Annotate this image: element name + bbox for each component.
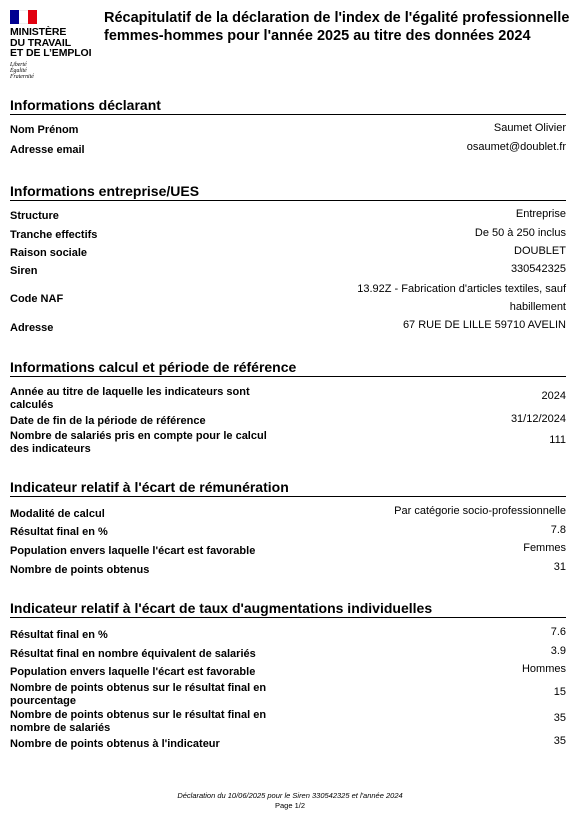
field-value: 13.92Z - Fabrication d'articles textiles, sauf habillement <box>357 283 566 313</box>
field-value: osaumet@doublet.fr <box>466 141 566 153</box>
field-label: Nombre de points obtenus à l'indicateur <box>10 738 220 750</box>
field-value: 67 RUE DE LILLE 59710 AVELIN <box>402 319 566 331</box>
section-heading: Indicateur relatif à l'écart de taux d'augmentations individuelles <box>10 600 566 618</box>
field-label: Code NAF <box>10 293 64 305</box>
field-label: Structure <box>10 210 59 222</box>
motto-line: Fraternité <box>10 73 34 80</box>
field-label: Nombre de points obtenus sur le résultat final en nombre de salariés <box>10 709 267 734</box>
field-value: 35 <box>553 712 566 724</box>
field-value: Femmes <box>523 542 566 554</box>
field-label: Population envers laquelle l'écart est favorable <box>10 666 256 678</box>
section-remuneration <box>10 479 566 576</box>
field-label: Nombre de salariés pris en compte pour le calcul des indicateurs <box>10 430 267 455</box>
field-label: Modalité de calcul <box>10 508 105 520</box>
field-label: Nom Prénom <box>10 124 79 136</box>
field-label: Adresse email <box>10 144 85 156</box>
field-value: Saumet Olivier <box>493 122 566 134</box>
ministry-line: MINISTÈRE <box>10 26 67 38</box>
field-value: DOUBLET <box>514 245 566 257</box>
section-heading: Informations calcul et période de référence <box>10 359 566 377</box>
field-value: Par catégorie socio-professionnelle <box>394 505 566 517</box>
field-label: Année au titre de laquelle les indicateurs sont calculés <box>10 386 250 411</box>
field-label: Tranche effectifs <box>10 229 98 241</box>
field-value: 330542325 <box>510 263 566 275</box>
page-number: Page 1/2 <box>274 801 306 810</box>
ministry-logo <box>10 10 102 80</box>
field-value: Entreprise <box>515 208 566 220</box>
field-value: 35 <box>553 735 566 747</box>
field-value: 2024 <box>541 390 566 402</box>
section-entreprise <box>10 183 566 334</box>
motto-line: Égalité <box>10 67 27 74</box>
field-label: Résultat final en % <box>10 629 108 641</box>
section-augmentations <box>10 600 566 750</box>
ministry-line: ET DE L’EMPLOI <box>10 47 92 59</box>
field-label: Siren <box>10 265 38 277</box>
field-label: Population envers laquelle l'écart est favorable <box>10 545 256 557</box>
french-flag-icon <box>10 10 37 24</box>
field-label: Nombre de points obtenus sur le résultat final en pourcentage <box>10 682 267 707</box>
section-heading: Indicateur relatif à l'écart de rémunération <box>10 479 566 497</box>
field-label: Date de fin de la période de référence <box>10 415 206 427</box>
field-value: 7.6 <box>550 626 566 638</box>
field-value: 3.9 <box>550 645 566 657</box>
field-label: Nombre de points obtenus <box>10 564 150 576</box>
section-calcul <box>10 359 566 455</box>
field-label: Résultat final en nombre équivalent de salariés <box>10 648 256 660</box>
ministry-line: DU TRAVAIL <box>10 36 72 49</box>
section-declarant <box>10 97 566 156</box>
field-value: 31/12/2024 <box>510 413 566 425</box>
field-label: Adresse <box>10 322 54 334</box>
field-value: 7.8 <box>550 524 566 536</box>
field-value: 111 <box>549 434 566 446</box>
field-value: 31 <box>553 561 566 573</box>
declaration-note: Déclaration du 10/06/2025 pour le Siren 330542325 et l'année 2024 <box>177 791 403 800</box>
field-value: Hommes <box>521 663 566 675</box>
republic-motto <box>10 62 102 81</box>
field-value: 15 <box>553 686 566 698</box>
field-value: De 50 à 250 inclus <box>474 227 566 239</box>
field-label: Raison sociale <box>10 247 88 259</box>
field-label: Résultat final en % <box>10 526 108 538</box>
ministry-name <box>10 27 102 59</box>
section-heading: Informations entreprise/UES <box>10 183 566 201</box>
motto-line: Liberté <box>10 61 27 68</box>
document-title: Récapitulatif de la déclaration de l'index de l'égalité professionnelle femmes-hommes pour l'année 2025 au titre des données 2024 <box>104 10 570 44</box>
page-footer <box>0 791 580 811</box>
section-heading: Informations déclarant <box>10 97 566 115</box>
